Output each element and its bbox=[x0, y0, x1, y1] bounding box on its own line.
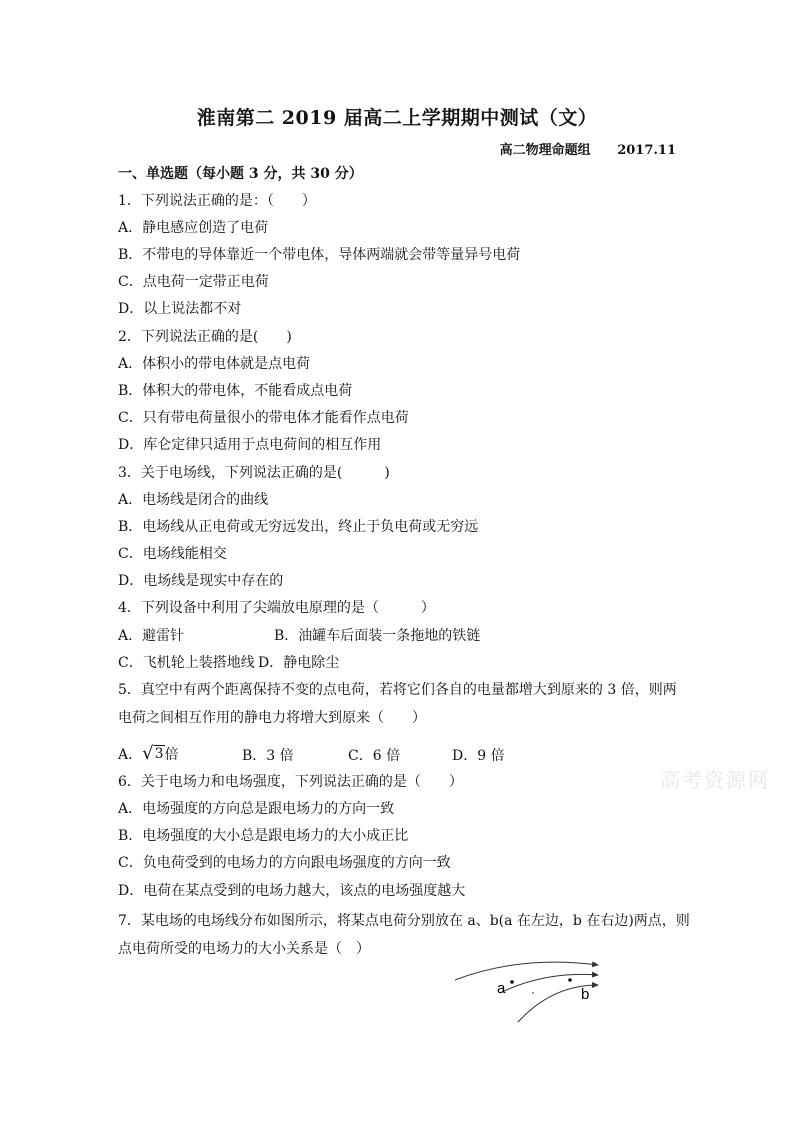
question-2-option-a: A．体积小的带电体就是点电荷 bbox=[118, 356, 311, 372]
radicand: 3 bbox=[154, 746, 164, 762]
question-3-option-b: B．电场线从正电荷或无穷远发出，终止于负电荷或无穷远 bbox=[118, 519, 479, 535]
question-5-option-c: C．6 倍 bbox=[348, 748, 401, 764]
question-5-option-a bbox=[118, 743, 179, 764]
question-4-option-a: A．避雷针 bbox=[118, 628, 185, 644]
question-1-option-c: C．点电荷一定带正电荷 bbox=[118, 274, 269, 290]
question-5-options bbox=[118, 743, 505, 767]
field-lines-diagram bbox=[440, 955, 610, 1030]
author-label: 高二物理命题组 bbox=[499, 143, 591, 158]
question-5-stem-line-1: 5．真空中有两个距离保持不变的点电荷，若将它们各自的电量都增大到原来的 3 倍，则两 bbox=[118, 682, 677, 698]
question-4-stem: 4．下列设备中利用了尖端放电原理的是（ ） bbox=[118, 600, 435, 616]
label-a: a bbox=[497, 980, 506, 997]
watermark: 高考资源网 bbox=[660, 768, 770, 792]
question-1-option-d: D．以上说法都不对 bbox=[118, 301, 242, 317]
point-b-dot bbox=[568, 978, 572, 982]
label-b: b bbox=[581, 986, 590, 1003]
page-title: 淮南第二 2019 届高二上学期期中测试（文） bbox=[196, 107, 598, 129]
question-5-option-b: B．3 倍 bbox=[242, 748, 294, 764]
question-4-options-row-1 bbox=[118, 627, 481, 645]
question-4-option-b: B．油罐车后面装一条拖地的铁链 bbox=[274, 628, 481, 644]
question-5-stem-line-2: 电荷之间相互作用的静电力将增大到原来（ ） bbox=[118, 710, 426, 726]
question-6-option-b: B．电场强度的大小总是跟电场力的大小成正比 bbox=[118, 828, 409, 844]
question-2-option-c: C．只有带电荷量很小的带电体才能看作点电荷 bbox=[118, 410, 409, 426]
electric-field-figure bbox=[440, 955, 610, 1034]
question-6-option-d: D．电荷在某点受到的电场力越大，该点的电场强度越大 bbox=[118, 883, 466, 899]
question-6-stem: 6．关于电场力和电场强度，下列说法正确的是（ ） bbox=[118, 774, 463, 790]
header-meta bbox=[500, 139, 676, 158]
question-6-option-c: C．负电荷受到的电场力的方向跟电场强度的方向一致 bbox=[118, 855, 451, 871]
question-7-stem-line-2: 点电荷所受的电场力的大小关系是（ ） bbox=[118, 941, 370, 957]
question-2-stem: 2．下列说法正确的是( ) bbox=[118, 329, 292, 345]
question-7-stem-line-1: 7．某电场的电场线分布如图所示，将某点电荷分别放在 a、b(a 在左边，b 在右边)两点，则 bbox=[118, 913, 690, 929]
question-3-stem: 3．关于电场线，下列说法正确的是( ) bbox=[118, 465, 390, 481]
option-a-prefix: A． bbox=[118, 747, 143, 763]
question-4-option-d: D．静电除尘 bbox=[258, 655, 340, 671]
point-a-dot bbox=[510, 980, 514, 984]
question-2-option-d: D．库仑定律只适用于点电荷间的相互作用 bbox=[118, 437, 382, 453]
field-line-1 bbox=[455, 962, 598, 980]
question-4-option-c: C．飞机轮上装搭地线 bbox=[118, 655, 255, 671]
question-1-stem: 1．下列说法正确的是：（ ） bbox=[118, 193, 316, 209]
question-3-option-a: A．电场线是闭合的曲线 bbox=[118, 492, 269, 508]
question-2-option-b: B．体积大的带电体，不能看成点电荷 bbox=[118, 383, 353, 399]
question-5-option-d: D．9 倍 bbox=[452, 748, 505, 764]
question-3-option-d: D．电场线是现实中存在的 bbox=[118, 573, 284, 589]
question-1-option-a: A．静电感应创造了电荷 bbox=[118, 220, 269, 236]
sqrt-symbol: √3 bbox=[142, 743, 164, 764]
question-4-options-row-2 bbox=[118, 654, 340, 672]
small-dot bbox=[532, 992, 534, 994]
date-label: 2017.11 bbox=[617, 143, 676, 158]
option-a-suffix: 倍 bbox=[164, 747, 179, 763]
question-3-option-c: C．电场线能相交 bbox=[118, 546, 227, 562]
question-1-option-b: B．不带电的导体靠近一个带电体，导体两端就会带等量异号电荷 bbox=[118, 247, 521, 263]
section-heading: 一、单选题（每小题 3 分，共 30 分） bbox=[118, 166, 363, 182]
question-6-option-a: A．电场强度的方向总是跟电场力的方向一致 bbox=[118, 801, 395, 817]
